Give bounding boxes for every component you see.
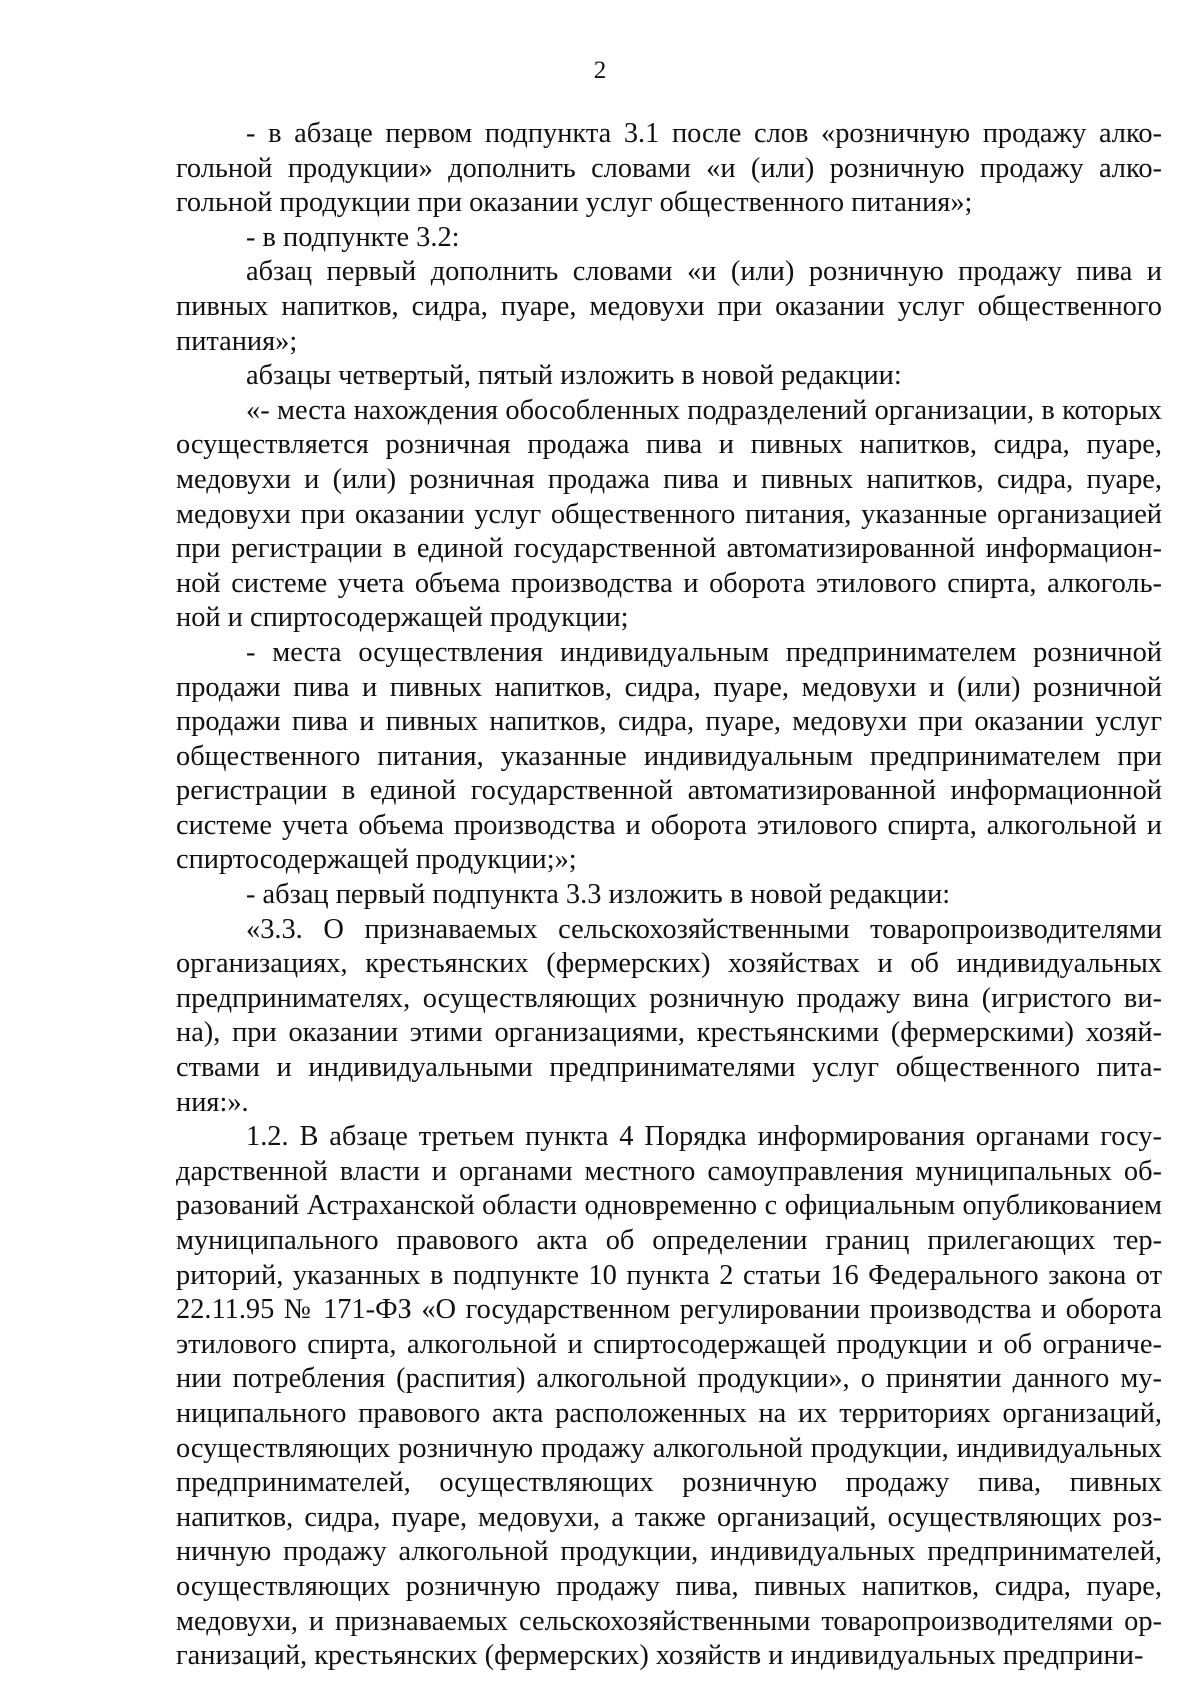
paragraph-amend-3-1: - в абзаце первом подпункта 3.1 после слов «розничную продажу алкогольной продукции» дополнить словами «и (или) розничную продажу алкогольной продукции при оказании услуг общественного питания»;	[176, 118, 1162, 219]
paragraph-subclause-3-3: - абзац первый подпункта 3.3 изложить в новой редакции:	[246, 879, 951, 911]
paragraph-entrepreneur-places: - места осуществления индивидуальным предпринимателем розничной продажи пива и пивных напитков, сидра, пуаре, медовухи и (или) розничной продажи пива и пивных напитков, сидра, пуаре, медовухи при оказании услуг общественного питания, указанные индивидуальным предпринимателем при регистрации в единой государственной автоматизированной информационной системе учета объема производства и оборота этилового спирта, алкогольной и спиртосодержащей продукции;»;	[176, 636, 1162, 876]
page-number: 2	[593, 57, 607, 84]
paragraph-new-3-3: «3.3. О признаваемых сельскохозяйственными товаропроизводителями организациях, крестьянских (фермерских) хозяйствах и об индивидуальных предпринимателях, осуществляющих розничную продажу вина (игристого вина), при оказании этими организациями, крестьянскими (фермерскими) хозяйствами и индивидуальными предпринимателями услуг общественного питания:».	[176, 913, 1162, 1118]
paragraph-fourth-fifth: абзацы четвертый, пятый изложить в новой редакции:	[246, 360, 902, 392]
document-body	[176, 117, 1162, 1674]
paragraph-subclause-3-2: - в подпункте 3.2:	[246, 221, 460, 253]
paragraph-1-2: 1.2. В абзаце третьем пункта 4 Порядка информирования органами государственной власти и органами местного самоуправления муниципальных образований Астраханской области одновременно с официальным опубликованием муниципального правового акта об определении границ прилегающих территорий, указанных в подпункте 10 пункта 2 статьи 16 Федерального закона от 22.11.95 № 171-ФЗ «О государственном регулировании производства и оборота этилового спирта, алкогольной и спиртосодержащей продукции и об ограничении потребления (распития) алкогольной продукции», о принятии данного муниципального правового акта расположенных на их территориях организаций, осуществляющих розничную продажу алкогольной продукции, индивидуальных предпринимателей, осуществляющих розничную продажу пива, пивных напитков, сидра, пуаре, медовухи, а также организаций, осуществляющих розничную продажу алкогольной продукции, индивидуальных предпринимателей, осуществляющих розничную продажу пива, пивных напитков, сидра, пуаре, медовухи, и признаваемых сельскохозяйственными товаропроизводителями организаций, крестьянских (фермерских) хозяйств и индивидуальных предприни-	[176, 1121, 1162, 1672]
paragraph-first-addition: абзац первый дополнить словами «и (или) розничную продажу пива и пивных напитков, сидра, пуаре, медовухи при оказании услуг общественного питания»;	[176, 256, 1162, 357]
paragraph-organization-places: «- места нахождения обособленных подразделений организации, в которых осуществляется розничная продажа пива и пивных напитков, сидра, пуаре, медовухи и (или) розничная продажа пива и пивных напитков, сидра, пуаре, медовухи при оказании услуг общественного питания, указанные организацией при регистрации в единой государственной автоматизированной информационной системе учета объема производства и оборота этилового спирта, алкогольной и спиртосодержащей продукции;	[176, 394, 1162, 634]
